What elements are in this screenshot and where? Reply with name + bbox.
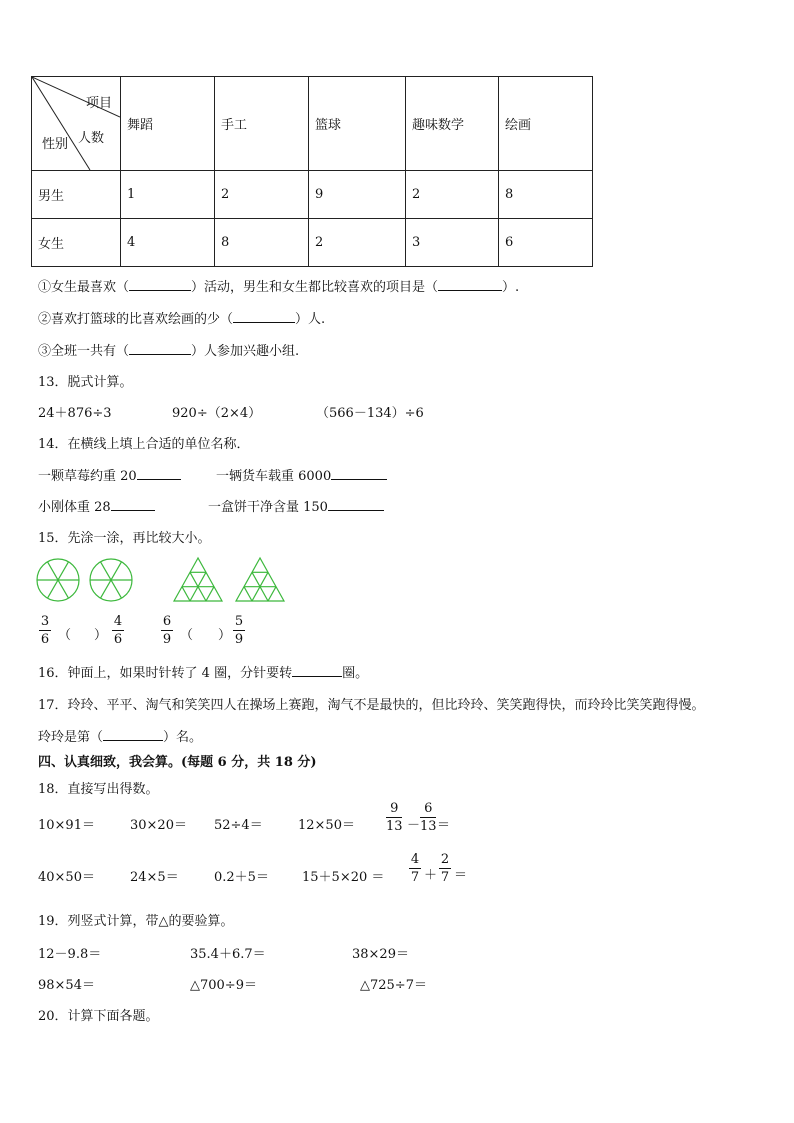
q19-item: △700÷9＝ <box>190 978 257 993</box>
answer-blank[interactable] <box>328 498 384 511</box>
table-header: 舞蹈 <box>121 77 215 171</box>
answer-blank[interactable] <box>233 310 295 323</box>
q13-title: 13．脱式计算。 <box>38 375 133 390</box>
q18-item: 30×20＝ <box>130 818 187 833</box>
answer-blank[interactable] <box>331 467 387 480</box>
q15-shapes <box>36 556 286 604</box>
table-header: 手工 <box>215 77 309 171</box>
q16: 16．钟面上，如果时针转了 4 圈，分针要转 圈。 <box>38 666 369 681</box>
q19-title: 19．列竖式计算，带△的要验算。 <box>38 914 234 929</box>
q18-item: 10×91＝ <box>38 818 95 833</box>
table-corner-cell <box>32 77 121 171</box>
q19-item: △725÷7＝ <box>360 978 427 993</box>
table-header: 篮球 <box>309 77 406 171</box>
table-header: 绘画 <box>499 77 593 171</box>
q19-item: 35.4＋6.7＝ <box>190 947 266 962</box>
q15-title: 15．先涂一涂，再比较大小。 <box>38 531 211 546</box>
answer-blank[interactable] <box>292 664 342 677</box>
q12-sub2: ②喜欢打篮球的比喜欢绘画的少（ ）人. <box>38 312 326 327</box>
paren-open: （ <box>58 628 72 643</box>
q12-sub3: ③全班一共有（ ）人参加兴趣小组. <box>38 344 300 359</box>
answer-blank[interactable] <box>103 728 163 741</box>
q20-title: 20．计算下面各题。 <box>38 1009 159 1024</box>
q17-text: 17．玲玲、平平、淘气和笑笑四人在操场上赛跑，淘气不是最快的，但比玲玲、笑笑跑得快，而玲玲比笑笑跑得慢。 <box>38 698 705 713</box>
paren-close: ） <box>218 628 232 643</box>
q13-expr-3: （566－134）÷6 <box>316 406 424 421</box>
q14-item-d: 一盒饼干净含量 150 <box>208 496 384 515</box>
q19-item: 38×29＝ <box>352 947 409 962</box>
paren-open: （ <box>180 628 194 643</box>
equals: ＝ <box>437 818 451 833</box>
fraction-5-9: 5 9 <box>234 614 244 647</box>
operator: － <box>407 818 421 833</box>
table-cell: 3 <box>406 219 499 267</box>
fraction-4-6: 4 6 <box>113 614 123 647</box>
q17-answer: 玲玲是第（ ）名。 <box>38 730 203 745</box>
q19-item: 12－9.8＝ <box>38 947 102 962</box>
table-cell: 2 <box>215 171 309 219</box>
q13-expr-1: 24＋876÷3 <box>38 406 112 421</box>
q18-item: 24×5＝ <box>130 870 179 885</box>
answer-blank[interactable] <box>438 278 502 291</box>
operator: ＋ <box>424 868 438 883</box>
table-header: 趣味数学 <box>406 77 499 171</box>
q18-item: 52÷4＝ <box>214 818 263 833</box>
table-row <box>32 171 593 219</box>
triangle-ninths-2 <box>236 558 284 601</box>
interest-group-table <box>31 76 593 267</box>
row-label: 男生 <box>32 171 121 219</box>
q18-fraction: 9 13 <box>386 801 403 834</box>
q18-fraction: 6 13 <box>420 801 437 834</box>
circle-sixths-2 <box>90 559 132 601</box>
q18-item: 12×50＝ <box>298 818 355 833</box>
q14-title: 14．在横线上填上合适的单位名称． <box>38 437 250 452</box>
diagonal-lines <box>32 77 120 170</box>
table-cell: 1 <box>121 171 215 219</box>
table-cell: 8 <box>499 171 593 219</box>
paren-close: ） <box>94 628 108 643</box>
corner-label-gender: 性别 <box>42 137 69 152</box>
q19-item: 98×54＝ <box>38 978 95 993</box>
answer-blank[interactable] <box>129 342 191 355</box>
circle-sixths-1 <box>37 559 79 601</box>
q12-sub1: ①女生最喜欢（ ）活动，男生和女生都比较喜欢的项目是（ ）. <box>38 280 520 295</box>
table-cell: 2 <box>309 219 406 267</box>
section-4-heading: 四、认真细致，我会算。(每题 6 分，共 18 分) <box>38 755 317 770</box>
corner-label-item: 项目 <box>86 96 113 111</box>
q18-title: 18．直接写出得数。 <box>38 782 159 797</box>
q13-expr-2: 920÷（2×4） <box>172 406 262 421</box>
q18-fraction: 2 7 <box>440 852 450 885</box>
triangle-ninths-1 <box>174 558 222 601</box>
equals: ＝ <box>454 868 468 883</box>
table-cell: 4 <box>121 219 215 267</box>
fraction-6-9: 6 9 <box>162 614 172 647</box>
table-cell: 2 <box>406 171 499 219</box>
fraction-3-6: 3 6 <box>40 614 50 647</box>
table-cell: 8 <box>215 219 309 267</box>
row-label: 女生 <box>32 219 121 267</box>
q18-item: 40×50＝ <box>38 870 95 885</box>
answer-blank[interactable] <box>137 467 181 480</box>
q14-item-b: 一辆货车载重 6000 <box>216 465 387 484</box>
table-cell: 6 <box>499 219 593 267</box>
answer-blank[interactable] <box>129 278 191 291</box>
table-cell: 9 <box>309 171 406 219</box>
q14-item-a: 一颗草莓约重 20 <box>38 465 181 484</box>
q18-item: 15＋5×20 ＝ <box>302 870 385 885</box>
answer-blank[interactable] <box>111 498 155 511</box>
corner-label-count: 人数 <box>78 131 105 146</box>
q14-item-c: 小刚体重 28 <box>38 496 155 515</box>
table-row <box>32 219 593 267</box>
q18-fraction: 4 7 <box>410 852 420 885</box>
q18-item: 0.2＋5＝ <box>214 870 269 885</box>
